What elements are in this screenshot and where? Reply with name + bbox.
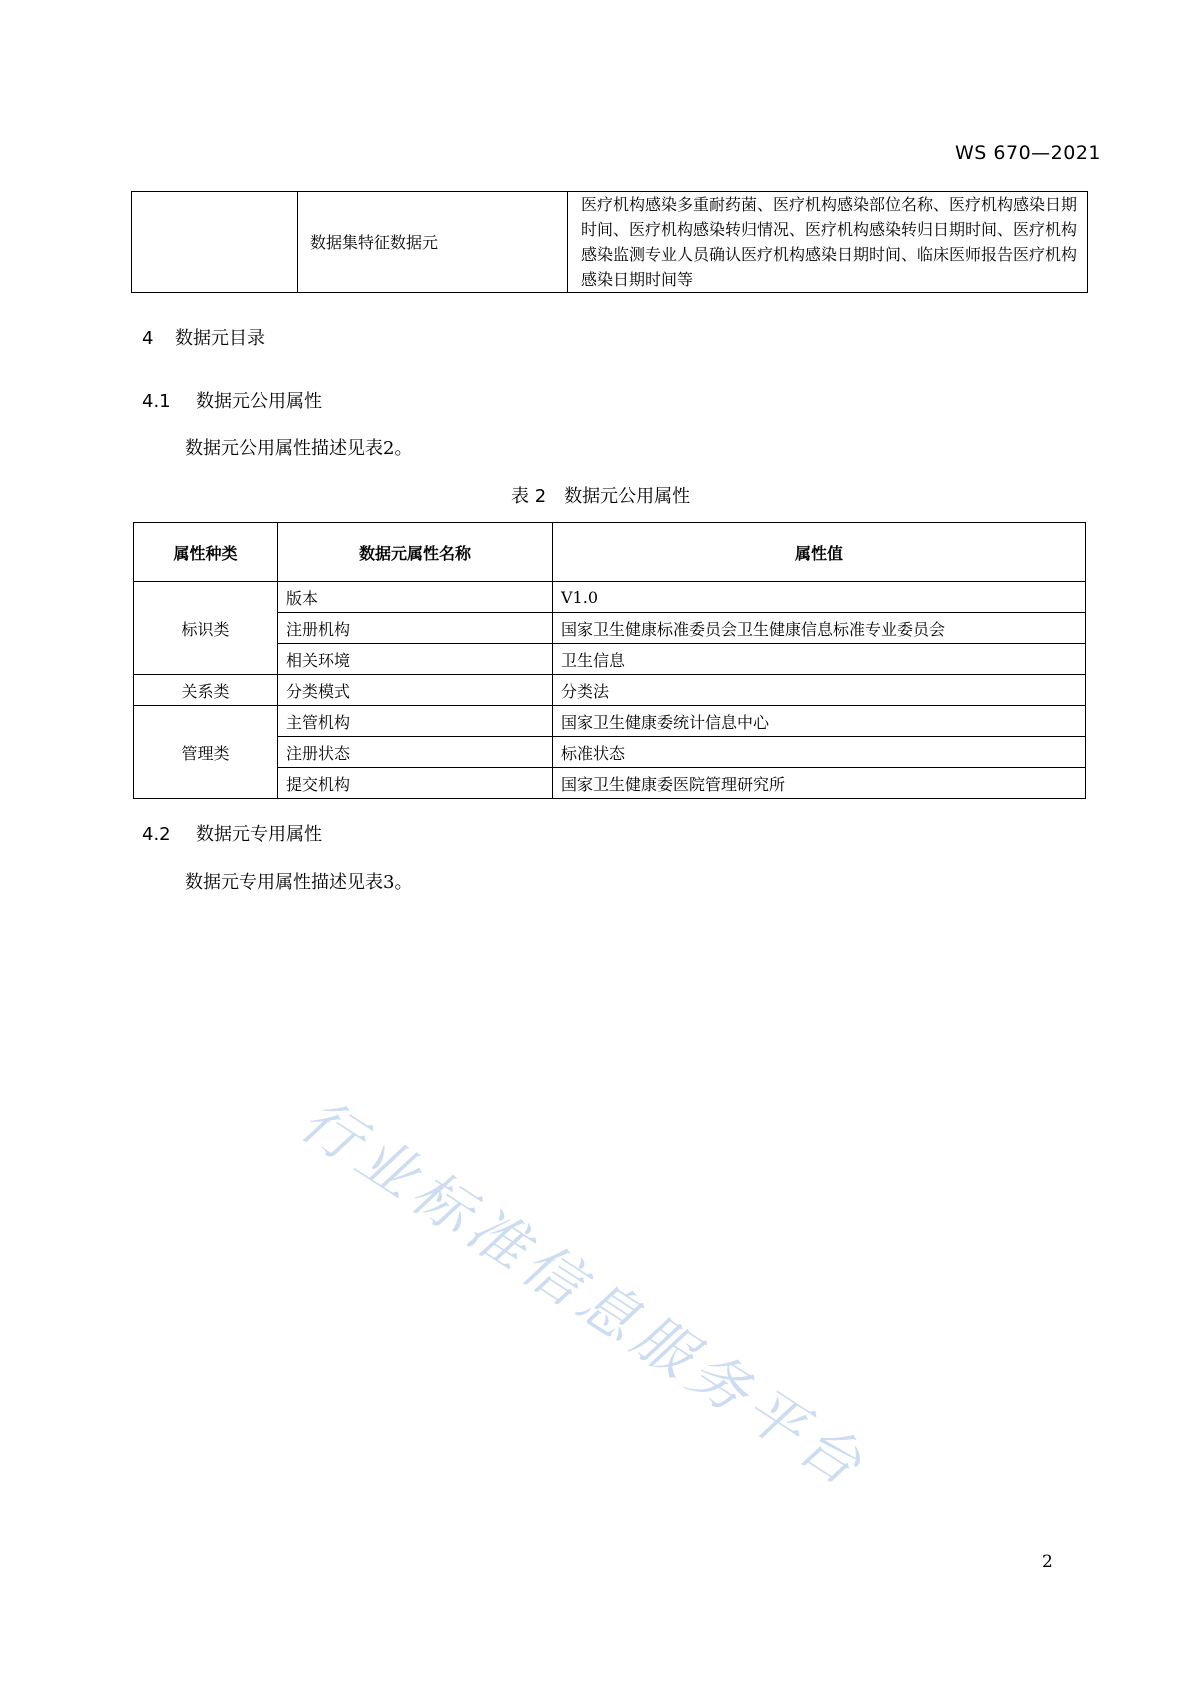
section-4-1-paragraph: 数据元公用属性描述见表2。 [185,438,413,459]
category-cell: 标识类 [134,582,278,675]
section-title: 数据元公用属性 [196,391,322,412]
attribute-name-cell: 版本 [278,582,553,613]
page-number: 2 [1042,1552,1053,1572]
attribute-value-cell: 标准状态 [553,737,1086,768]
section-4-2-heading [142,820,322,846]
category-cell: 关系类 [134,675,278,706]
attribute-name-cell: 提交机构 [278,768,553,799]
section-4-1-heading [142,387,322,413]
header-value: 属性值 [553,523,1086,582]
section-4-2-paragraph: 数据元专用属性描述见表3。 [185,872,413,893]
table-row [134,706,1086,737]
attribute-name-cell: 主管机构 [278,706,553,737]
section-title: 数据元专用属性 [196,824,322,845]
attribute-name-cell: 注册机构 [278,613,553,644]
section-number: 4 [142,328,154,349]
header-category: 属性种类 [134,523,278,582]
section-title: 数据元目录 [175,328,265,349]
section-number: 4.1 [142,391,171,412]
table-2-caption: 表 2 数据元公用属性 [511,486,691,507]
empty-cell [132,192,298,293]
section-number: 4.2 [142,824,171,845]
section-4-heading [142,324,265,350]
attribute-name-cell: 相关环境 [278,644,553,675]
attribute-value-cell: 卫生信息 [553,644,1086,675]
feature-value-cell: 医疗机构感染多重耐药菌、医疗机构感染部位名称、医疗机构感染日期时间、医疗机构感染转归情况、医疗机构感染转归日期时间、医疗机构感染监测专业人员确认医疗机构感染日期时间、临床医师报告医疗机构感染日期时间等 [568,192,1088,293]
table-header-row [134,523,1086,582]
feature-name-cell: 数据集特征数据元 [298,192,568,293]
attribute-name-cell: 分类模式 [278,675,553,706]
attribute-value-cell: 国家卫生健康委医院管理研究所 [553,768,1086,799]
watermark: 行业标准信息服务平台 [288,1085,880,1503]
category-cell: 管理类 [134,706,278,799]
attribute-value-cell: 分类法 [553,675,1086,706]
table-row [134,582,1086,613]
document-code: WS 670—2021 [955,142,1102,164]
table-row [134,675,1086,706]
attribute-value-cell: V1.0 [553,582,1086,613]
table-row [132,192,1088,293]
attribute-name-cell: 注册状态 [278,737,553,768]
dataset-feature-table [131,191,1088,293]
header-name: 数据元属性名称 [278,523,553,582]
attribute-value-cell: 国家卫生健康委统计信息中心 [553,706,1086,737]
common-attributes-table [133,522,1086,799]
attribute-value-cell: 国家卫生健康标准委员会卫生健康信息标准专业委员会 [553,613,1086,644]
